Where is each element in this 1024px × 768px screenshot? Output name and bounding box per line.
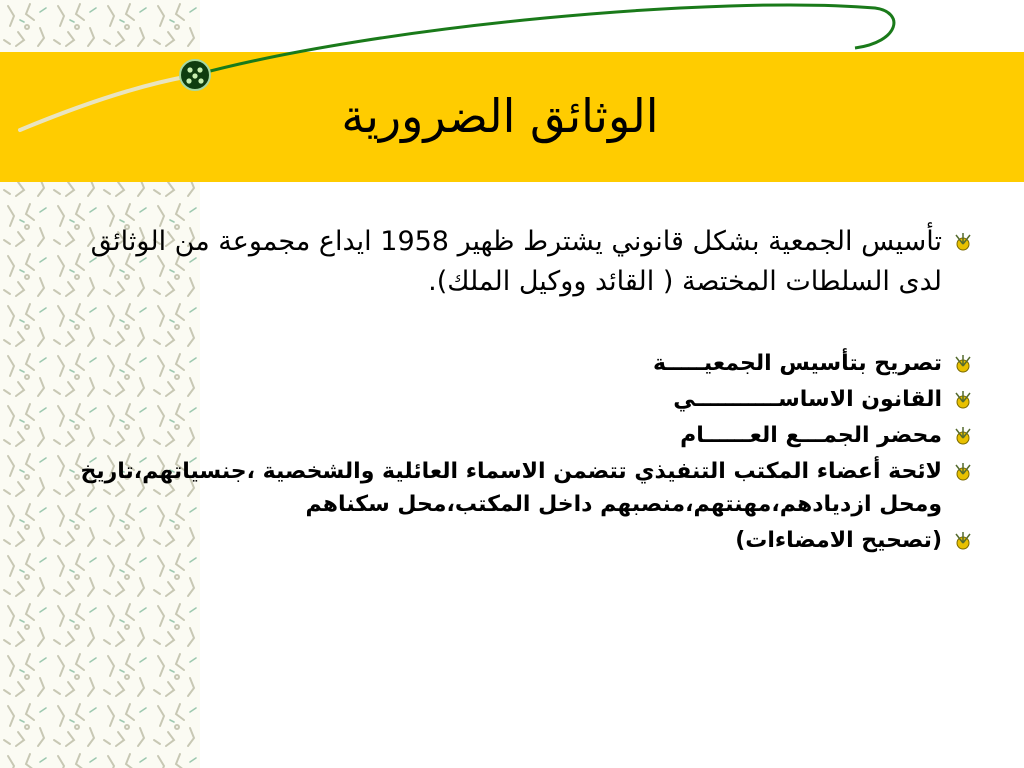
leaf-bullet-icon: [952, 353, 974, 375]
list-item-text: لائحة أعضاء المكتب التنفيذي تتضمن الاسماء العائلية والشخصية ،جنسياتهم،تاريخ ومحل ازديادهم،مهنتهم،منصبهم داخل المكتب،محل سكناهم: [80, 459, 942, 517]
title-band-fade: [0, 52, 200, 182]
list-item: [80, 222, 980, 302]
leaf-bullet-icon: [952, 425, 974, 447]
leaf-bullet-icon: [952, 461, 974, 483]
slide-title: الوثائق الضرورية: [341, 89, 659, 143]
list-item: [80, 524, 980, 557]
list-item: [80, 347, 980, 380]
leaf-bullet-icon: [952, 530, 974, 552]
leaf-bullet-icon: [952, 389, 974, 411]
list-item: [80, 383, 980, 416]
bullet-list: [80, 222, 980, 557]
list-item-text: القانون الاساســـــــــــي: [673, 387, 942, 412]
list-item-text: تأسيس الجمعية بشكل قانوني يشترط ظهير 1958 ايداع مجموعة من الوثائق لدى السلطات المختصة ( القائد ووكيل الملك).: [90, 226, 942, 297]
list-item: [80, 455, 980, 521]
list-item-text: (تصحيح الامضاءات): [735, 528, 942, 553]
list-item-text: تصريح بتأسيس الجمعيـــــة: [652, 351, 942, 376]
leaf-bullet-icon: [952, 231, 974, 253]
list-item: [80, 419, 980, 452]
list-item-text: محضر الجمـــع العــــــام: [680, 423, 942, 448]
